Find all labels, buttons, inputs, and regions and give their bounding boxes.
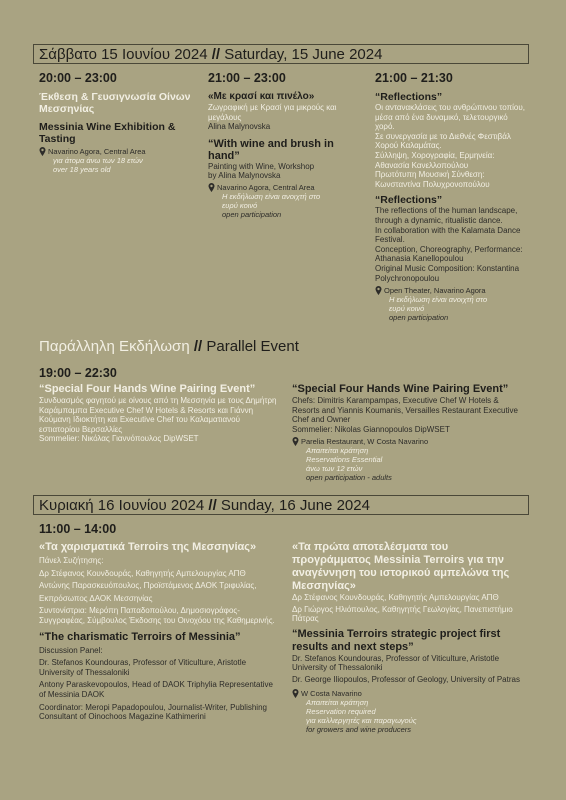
parallel-heading-english: Parallel Event	[206, 338, 299, 355]
event-collab-english: In collaboration with the Kalamata Dance Festival.	[375, 225, 521, 245]
event-title-greek: «Τα πρώτα αποτελέσματα του προγράμματος Messinia Terroirs για την αναγέννηση του ιστορικού αμπελώνα της Μεσσηνίας»	[292, 541, 510, 592]
sat-event-wine-and-brush	[208, 71, 358, 219]
event-desc-greek: Ζωγραφική με Κρασί για μικρούς και μεγάλους	[208, 103, 337, 122]
parallel-title-english: “Special Four Hands Wine Pairing Event”	[292, 383, 509, 395]
event-title-english: “The charismatic Terroirs of Messinia”	[39, 630, 241, 643]
saturday-banner	[33, 44, 529, 64]
sat-event-reflections	[375, 71, 525, 322]
panelist-3-greek: Εκπρόσωπος ΔΑΟΚ Μεσσηνίας	[39, 593, 153, 603]
location-pin-icon	[375, 286, 382, 295]
parallel-title-greek: “Special Four Hands Wine Pairing Event”	[39, 383, 256, 395]
parallel-event-english	[292, 383, 527, 482]
event-desc-english: Painting with Wine, Workshop	[208, 161, 315, 171]
event-location	[208, 183, 358, 192]
event-location	[292, 437, 527, 446]
age-note-english: open participation - adults	[306, 473, 392, 483]
event-time: 21:00 – 21:30	[375, 71, 453, 85]
event-title-english: Messinia Wine Exhibition & Tasting	[39, 121, 176, 145]
parallel-text-greek: Συνδυασμός φαγητού με οίνους από τη Μεσσηνία με τους Δημήτρη Καράμπαμπα Executive Chef W Hotels & Resorts και Γιάννη Κούμανη Ιδιοκτήτη και Executive Chef του Καλαματιανού εστιατορίου Βερσαλλίες	[39, 396, 277, 434]
banner-separator: //	[211, 46, 221, 63]
participation-note-english: open participation	[222, 209, 282, 219]
sunday-banner	[33, 495, 529, 515]
parallel-event-time: 19:00 – 22:30	[39, 366, 117, 380]
coordinator-english: Coordinator: Meropi Papadopoulou, Journalist-Writer, Publishing Consultant of Oinochoos Magazine Kathimerini	[39, 702, 267, 722]
location-pin-icon	[208, 183, 215, 192]
panelist-1-greek: Δρ Στέφανος Κουνδουράς, Καθηγητής Αμπελουργίας ΑΠΘ	[39, 568, 246, 578]
event-desc-greek: Οι αντανακλάσεις του ανθρώπινου τοπίου, μέσα από ένα δυναμικό, τελετουργικό χορό.	[375, 103, 525, 132]
reservation-note-english: Reservation required	[306, 706, 376, 716]
age-note-greek: άνω των 12 ετών	[306, 464, 363, 474]
event-time: 21:00 – 23:00	[208, 71, 286, 85]
sunday-banner-english: Sunday, 16 June 2024	[220, 497, 370, 514]
sunday-banner-greek: Κυριακή 16 Ιουνίου 2024	[39, 497, 205, 514]
event-collab-greek: Σε συνεργασία με το Διεθνές Φεστιβάλ Χορού Καλαμάτας.	[375, 131, 511, 151]
event-title-english: “Reflections”	[375, 194, 443, 207]
event-artist-english: by Alina Malynovska	[208, 171, 281, 181]
location-pin-icon	[292, 437, 299, 446]
reservation-note-greek: Απαιτείται κράτηση	[306, 446, 369, 456]
location-text: Navarino Agora, Central Area	[217, 182, 315, 192]
parallel-event-greek	[39, 383, 279, 444]
panel-label-greek: Πάνελ Συζήτησης:	[39, 556, 104, 565]
saturday-banner-greek: Σάββατο 15 Ιουνίου 2024	[39, 46, 208, 63]
parallel-text-english: Chefs: Dimitris Karampampas, Executive Chef W Hotels & Resorts and Yiannis Koumanis, Versailles Restaurant Executive Chef and Owner	[292, 396, 518, 425]
event-title-english: “Messinia Terroirs strategic project first results and next steps”	[292, 627, 501, 653]
event-music-greek: Πρωτότυπη Μουσική Σύνθεση: Κωνσταντίνα Πολυχρονοπούλου	[375, 170, 490, 189]
participation-note-greek: Η εκδήλωση είναι ανοιχτή στο ευρύ κοινό	[222, 191, 321, 210]
panelist-1-english: Dr. Stefanos Koundouras, Professor of Viticulture, Aristotle University of Thessaloniki	[39, 658, 247, 677]
event-artist-greek: Alina Malynovska	[208, 122, 271, 132]
parallel-heading-greek: Παράλληλη Εκδήλωση	[39, 338, 190, 355]
event-location	[375, 286, 525, 295]
event-title-greek: “Reflections”	[375, 91, 443, 103]
sat-event-wine-exhibition	[39, 71, 199, 174]
event-time: 20:00 – 23:00	[39, 71, 117, 85]
banner-separator: //	[208, 497, 217, 514]
location-pin-icon	[292, 689, 299, 698]
reservation-note-greek: Απαιτείται κράτηση	[306, 697, 369, 707]
event-title-english: “With wine and brush in hand”	[208, 137, 334, 162]
saturday-banner-english: Saturday, 15 June 2024	[224, 46, 383, 63]
event-choreo-english: Conception, Choreography, Performance: Athanasia Kanellopoulou	[375, 244, 523, 264]
location-text: Open Theater, Navarino Agora	[384, 286, 486, 296]
sunday-event-terroirs-results	[292, 541, 520, 734]
speaker-1-english: Dr. Stefanos Koundouras, Professor of Viticulture, Aristotle University of Thessaloniki	[292, 653, 500, 673]
participation-note-greek: Η εκδήλωση είναι ανοιχτή στο ευρύ κοινό	[389, 295, 488, 314]
age-note-greek: για άτομα άνω των 18 ετών	[53, 156, 143, 165]
event-location	[292, 689, 520, 698]
event-title-greek: «Τα χαρισματικά Terroirs της Μεσσηνίας»	[39, 541, 257, 553]
event-title-greek: Έκθεση & Γευσιγνωσία Οίνων Μεσσηνίας	[39, 91, 191, 115]
event-music-english: Original Music Composition: Konstantina Polychronopoulou	[375, 263, 520, 283]
event-desc-english: The reflections of the human landscape, through a dynamic, ritualistic dance.	[375, 206, 518, 225]
parallel-event-heading	[39, 338, 299, 355]
age-note-english: over 18 years old	[53, 165, 111, 174]
heading-separator: //	[193, 338, 203, 355]
event-title-greek: «Με κρασί και πινέλο»	[208, 91, 315, 102]
panelist-2-greek: Αντώνης Παρασκευόπουλος, Προϊστάμενος ΔΑΟΚ Τριφυλίας,	[39, 581, 257, 591]
coordinator-greek: Συντονίστρια: Μερόπη Παπαδοπούλου, Δημοσιογράφος-Συγγραφέας, Σύμβουλος Έκδοσης του Οινοχόου της Καθημερινής.	[39, 606, 275, 625]
panelist-2-english: Antony Paraskevopoulos, Head of DAOK Triphylia Representative of Messinia DAOK	[39, 680, 273, 699]
location-text: Parelia Restaurant, W Costa Navarino	[301, 437, 429, 447]
speaker-2-english: Dr. George Iliopoulos, Professor of Geology, University of Patras	[292, 674, 520, 684]
parallel-sommelier-greek: Sommelier: Νικόλας Γιαννόπουλος DipWSET	[39, 434, 199, 444]
event-location	[39, 147, 199, 156]
audience-note-english: for growers and wine producers	[306, 724, 412, 734]
panel-label-english: Discussion Panel:	[39, 645, 103, 655]
participation-note-english: open participation	[389, 313, 449, 323]
speaker-1-greek: Δρ Στέφανος Κουνδουράς, Καθηγητής Αμπελουργίας ΑΠΘ	[292, 593, 499, 602]
audience-note-greek: για καλλιεργητές και παραγωγούς	[306, 715, 417, 725]
sunday-event-charismatic-terroirs	[39, 541, 279, 722]
location-text: Navarino Agora, Central Area	[48, 147, 146, 156]
location-text: W Costa Navarino	[301, 688, 362, 698]
location-pin-icon	[39, 147, 46, 156]
sunday-event-time: 11:00 – 14:00	[39, 522, 117, 536]
reservation-note-english: Reservations Essential	[306, 455, 383, 465]
speaker-2-greek: Δρ Γιώργος Ηλιόπουλος, Καθηγητής Γεωλογίας, Πανεπιστήμιο Πάτρας	[292, 604, 513, 624]
event-choreo-greek: Σύλληψη, Χορογραφία, Ερμηνεία: Αθανασία Κανελλοπούλου	[375, 150, 495, 170]
parallel-sommelier-english: Sommelier: Nikolas Giannopoulos DipWSET	[292, 424, 450, 434]
